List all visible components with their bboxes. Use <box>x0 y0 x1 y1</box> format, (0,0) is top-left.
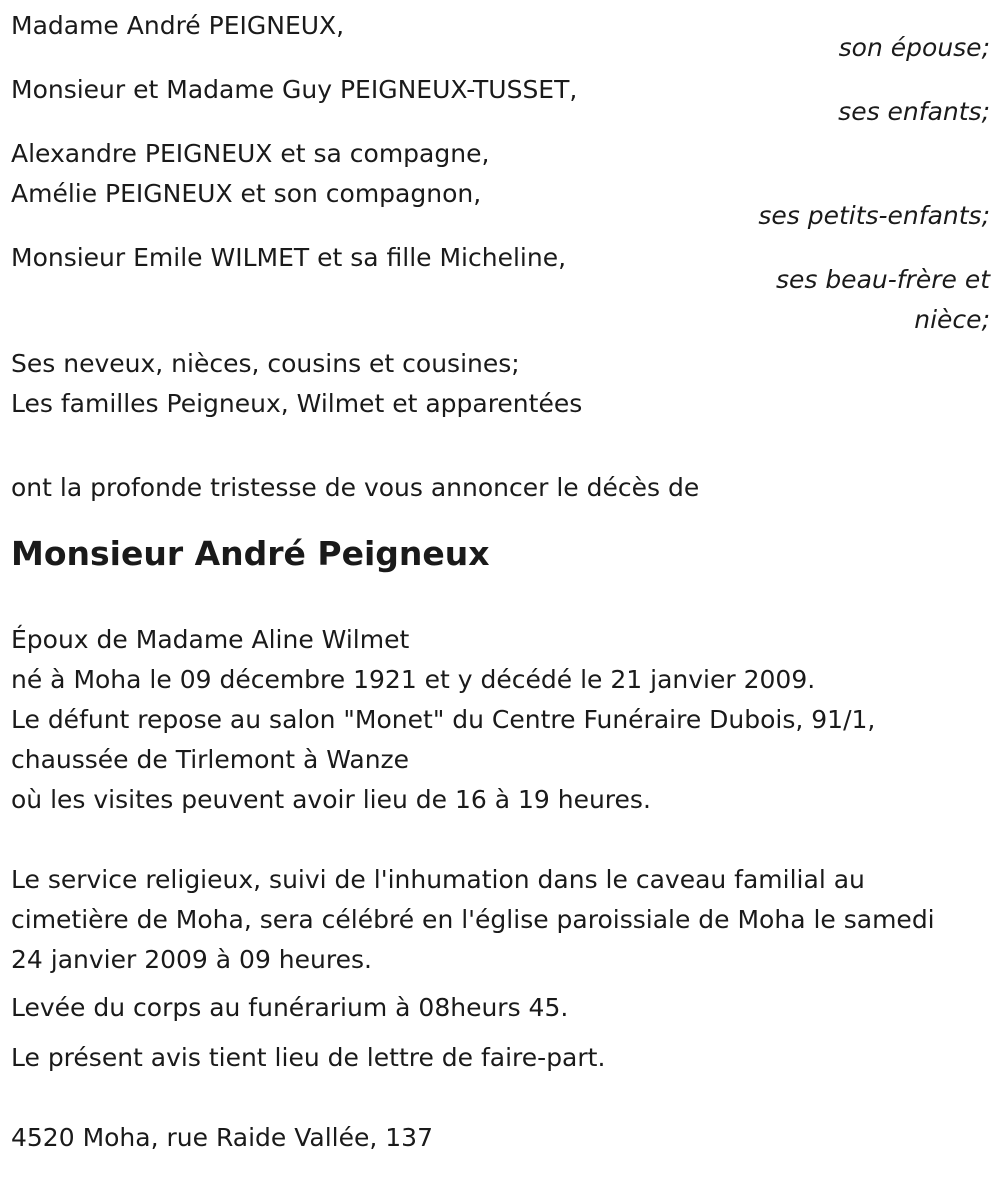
deceased-name: Monsieur André Peigneux <box>11 534 490 573</box>
other-relatives-line: Ses neveux, nièces, cousins et cousines; <box>11 349 520 378</box>
address-text: 4520 Moha, rue Raide Vallée, 137 <box>11 1123 433 1152</box>
spouse-relation: son épouse; <box>838 33 990 62</box>
grandchild-name: Alexandre PEIGNEUX et sa compagne, <box>11 139 490 168</box>
announcement-text: ont la profonde tristesse de vous annoncer le décès de <box>11 473 700 502</box>
grandchild-name: Amélie PEIGNEUX et son compagnon, <box>11 179 482 208</box>
details-line: chaussée de Tirlemont à Wanze <box>11 745 410 774</box>
service-line: 24 janvier 2009 à 09 heures. <box>11 945 372 974</box>
brother-in-law-entry <box>11 238 990 340</box>
brother-in-law-name: Monsieur Emile WILMET et sa fille Micheline, <box>11 243 567 272</box>
service-line: cimetière de Moha, sera célébré en l'église paroissiale de Moha le samedi <box>11 905 935 934</box>
grandchildren-entry <box>11 134 990 236</box>
details-block <box>11 620 990 820</box>
children-name: Monsieur et Madame Guy PEIGNEUX-TUSSET, <box>11 75 578 104</box>
other-relatives-line: Les familles Peigneux, Wilmet et apparentées <box>11 389 583 418</box>
notice-text: Le présent avis tient lieu de lettre de faire-part. <box>11 1043 606 1072</box>
children-relation: ses enfants; <box>838 97 990 126</box>
obituary-notice <box>11 6 990 1158</box>
details-line: Époux de Madame Aline Wilmet <box>11 625 410 654</box>
details-line: né à Moha le 09 décembre 1921 et y décédé le 21 janvier 2009. <box>11 665 816 694</box>
other-relatives <box>11 344 990 424</box>
grandchildren-relation: ses petits-enfants; <box>758 201 990 230</box>
details-line: Le défunt repose au salon "Monet" du Centre Funéraire Dubois, 91/1, <box>11 705 876 734</box>
spouse-name: Madame André PEIGNEUX, <box>11 11 345 40</box>
service-block <box>11 860 990 980</box>
brother-in-law-relation: nièce; <box>914 305 990 334</box>
brother-in-law-relation: ses beau-frère et <box>775 265 990 294</box>
levee-text: Levée du corps au funérarium à 08heurs 45. <box>11 993 569 1022</box>
spouse-entry <box>11 6 990 68</box>
service-line: Le service religieux, suivi de l'inhumation dans le caveau familial au <box>11 865 865 894</box>
children-entry <box>11 70 990 132</box>
details-line: où les visites peuvent avoir lieu de 16 à 19 heures. <box>11 785 651 814</box>
